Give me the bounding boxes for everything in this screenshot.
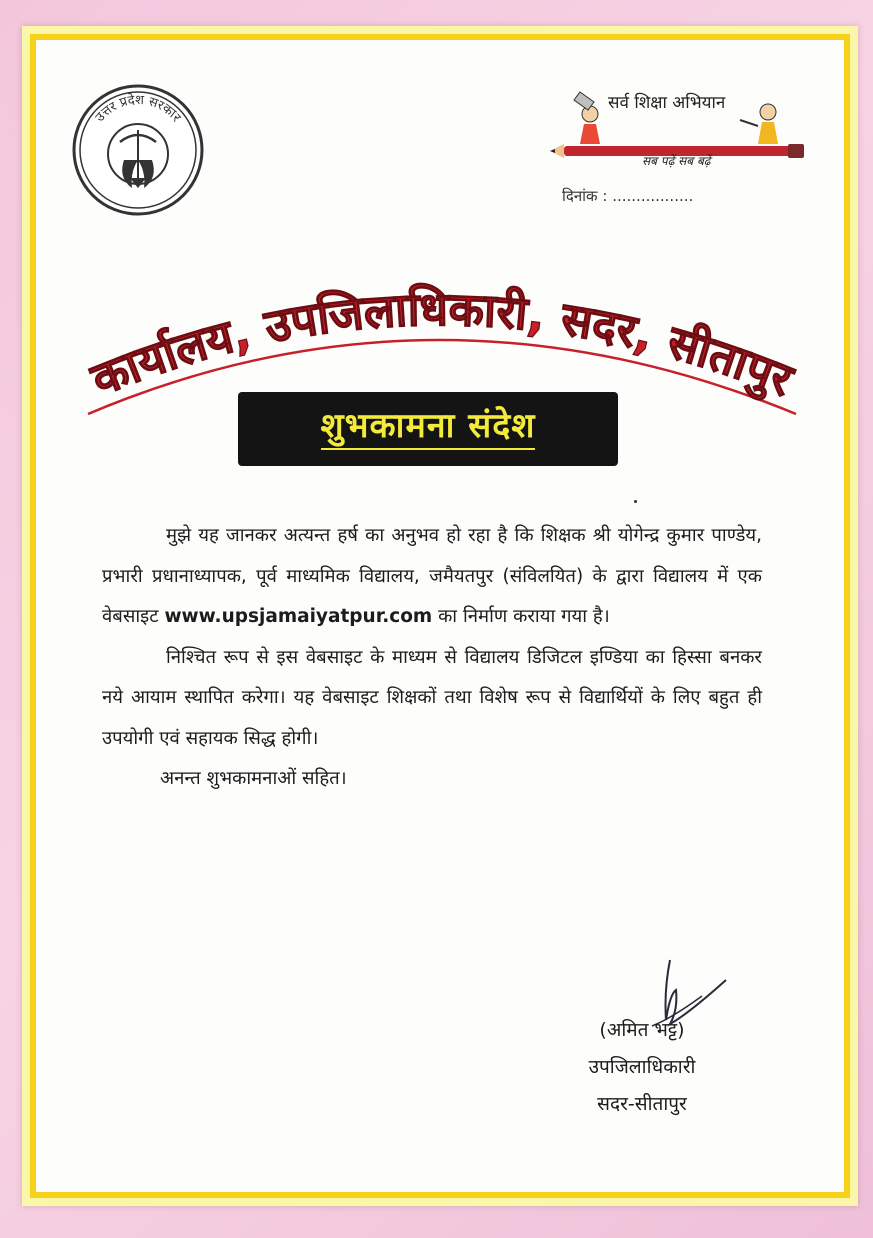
signatory-name: (अमित भट्ट) bbox=[599, 1019, 685, 1041]
signatory-designation: उपजिलाधिकारी bbox=[588, 1056, 696, 1078]
date-separator: : bbox=[602, 187, 608, 205]
certificate-sheet bbox=[22, 26, 858, 1206]
paragraph-1-tail: का निर्माण कराया गया है। bbox=[438, 606, 610, 627]
signatory-location: सदर-सीतापुर bbox=[597, 1093, 687, 1115]
banner-title: शुभकामना संदेश bbox=[321, 408, 536, 449]
paragraph-1 bbox=[102, 516, 762, 638]
sarva-shiksha-abhiyan-logo bbox=[550, 70, 812, 180]
paragraph-1-text: मुझे यह जानकर अत्यन्त हर्ष का अनुभव हो रहा है कि शिक्षक श्री योगेन्द्र कुमार पाण्डेय, प्रभारी प्रधानाध्यापक, पूर्व माध्यमिक विद्यालय, जमैयतपुर (संविलयित) के द्वारा विद्यालय में एक वेबसाइट bbox=[102, 525, 762, 627]
greeting-banner bbox=[238, 392, 618, 466]
office-heading-text: कार्यालय, उपजिलाधिकारी, सदर, सीतापुर bbox=[84, 281, 800, 407]
campaign-tagline: सब पढ़ें सब बढ़ें bbox=[642, 154, 711, 168]
closing-line: अनन्त शुभकामनाओं सहित। bbox=[160, 768, 347, 789]
up-government-seal-icon bbox=[70, 82, 206, 218]
date-value: ................. bbox=[612, 187, 694, 205]
letter-content bbox=[102, 516, 762, 800]
svg-text:कार्यालय, उपजिलाधिकारी, सदर, स bbox=[83, 282, 802, 408]
date-field bbox=[562, 186, 693, 206]
campaign-title: सर्व शिक्षा अभियान bbox=[608, 93, 726, 113]
signatory-block bbox=[532, 1012, 752, 1123]
ink-dot bbox=[634, 500, 637, 503]
paragraph-2: निश्चित रूप से इस वेबसाइट के माध्यम से विद्यालय डिजिटल इण्डिया का हिस्सा बनकर नये आयाम स्थापित करेगा। यह वेबसाइट शिक्षकों तथा विशेष रूप से विद्यार्थियों के लिए बहुत ही उपयोगी एवं सहायक सिद्ध होगी। bbox=[102, 646, 762, 749]
website-url: www.upsjamaiyatpur.com bbox=[164, 606, 433, 627]
seal-arc-text: उत्तर प्रदेश सरकार bbox=[92, 92, 184, 126]
date-label: दिनांक bbox=[562, 187, 598, 205]
